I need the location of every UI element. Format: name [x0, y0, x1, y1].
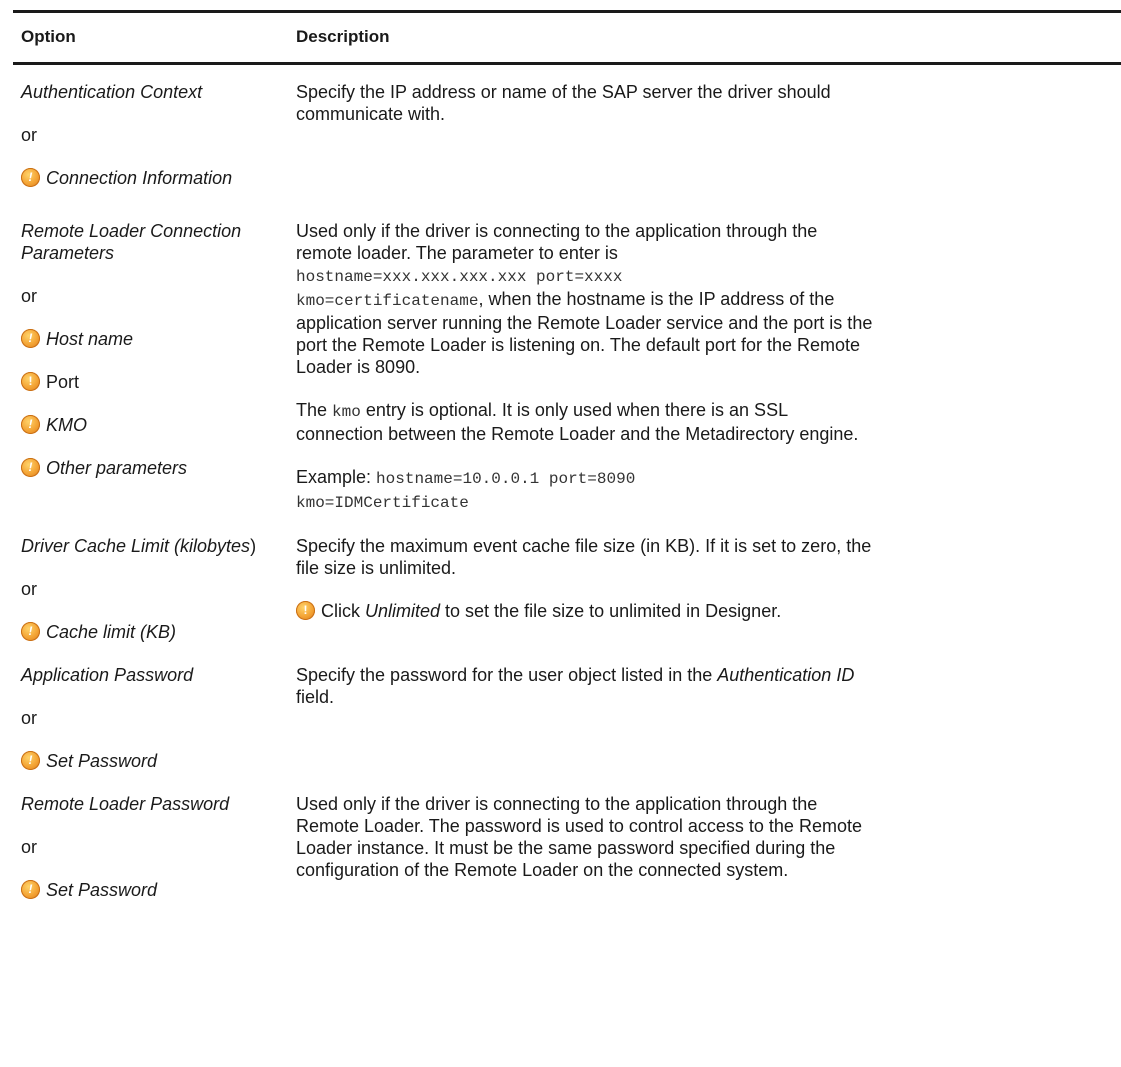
- designer-icon: [21, 458, 40, 477]
- text-line: configuration of the Remote Loader on the connected system.: [296, 860, 789, 880]
- or-label: or: [21, 286, 38, 306]
- option-name: Port: [46, 372, 80, 392]
- text-line: Click: [321, 601, 365, 621]
- option-name: Set Password: [46, 880, 158, 900]
- option-name: Cache limit (KB): [46, 622, 177, 642]
- code-text: kmo=certificatename: [296, 292, 479, 310]
- text-line: Loader is 8090.: [296, 357, 421, 377]
- option-name: Remote Loader Password: [21, 794, 230, 814]
- description-text: [296, 535, 1111, 579]
- option-name: Connection Information: [46, 168, 233, 188]
- text-line: field.: [296, 687, 335, 707]
- document-page: [0, 10, 1121, 901]
- table-row: [13, 64, 1121, 206]
- designer-option: [21, 328, 273, 350]
- designer-icon: [21, 329, 40, 348]
- option-name: [21, 535, 273, 557]
- text-line: Loader instance. It must be the same password specified during the: [296, 838, 836, 858]
- table-row: [13, 664, 1121, 793]
- or-label: or: [21, 125, 38, 145]
- designer-icon: [21, 168, 40, 187]
- designer-option: [21, 414, 273, 436]
- table-row: [13, 205, 1121, 535]
- option-name: Other parameters: [46, 458, 188, 478]
- description-cell: [281, 535, 1121, 664]
- text-line: Example:: [296, 467, 377, 487]
- designer-icon: [21, 751, 40, 770]
- or-label: or: [21, 708, 38, 728]
- description-text: [296, 466, 1111, 514]
- description-cell: [281, 205, 1121, 535]
- description-text: [296, 220, 1111, 378]
- description-text: [296, 793, 1111, 881]
- description-text: [296, 399, 1111, 445]
- description-text: [296, 600, 1111, 622]
- option-name: [21, 220, 273, 264]
- text-line: Unlimited: [365, 601, 441, 621]
- code-text: kmo: [332, 403, 361, 421]
- header-option: Option: [21, 27, 76, 46]
- option-cell: [13, 535, 281, 664]
- or-label: or: [21, 837, 38, 857]
- description-cell: [281, 664, 1121, 793]
- designer-icon: [296, 601, 315, 620]
- designer-option: [21, 457, 273, 479]
- designer-option: [21, 879, 273, 901]
- text-line: to set the file size to unlimited in Designer.: [440, 601, 782, 621]
- description-cell: [281, 64, 1121, 206]
- text-line: communicate with.: [296, 104, 446, 124]
- options-table: [13, 10, 1121, 901]
- designer-option: [21, 167, 273, 189]
- description-text: [296, 81, 1111, 125]
- code-text: kmo=IDMCertificate: [296, 494, 469, 512]
- code-text: hostname=xxx.xxx.xxx.xxx port=xxxx: [296, 268, 623, 286]
- text-line: Specify the IP address or name of the SAP server the driver should: [296, 82, 831, 102]
- text-line: ): [250, 536, 257, 556]
- or-label: or: [21, 579, 38, 599]
- table-header: [13, 12, 1121, 64]
- text-line: connection between the Remote Loader and the Metadirectory engine.: [296, 424, 859, 444]
- designer-option: [21, 371, 273, 393]
- code-text: hostname=10.0.0.1 port=8090: [376, 470, 636, 488]
- option-cell: [13, 205, 281, 535]
- option-name: KMO: [46, 415, 88, 435]
- designer-icon: [21, 415, 40, 434]
- text-line: Driver Cache Limit (kilobytes: [21, 536, 251, 556]
- text-line: Specify the maximum event cache file size (in KB). If it is set to zero, the: [296, 536, 872, 556]
- text-line: remote loader. The parameter to enter is: [296, 243, 618, 263]
- text-line: Authentication ID: [717, 665, 855, 685]
- text-line: Specify the password for the user object listed in the: [296, 665, 718, 685]
- text-line: Used only if the driver is connecting to the application through the: [296, 221, 818, 241]
- text-line: port the Remote Loader is listening on. The default port for the Remote: [296, 335, 860, 355]
- designer-icon: [21, 372, 40, 391]
- text-line: Used only if the driver is connecting to the application through the: [296, 794, 818, 814]
- text-line: Parameters: [21, 243, 115, 263]
- option-name: Application Password: [21, 665, 194, 685]
- designer-icon: [21, 622, 40, 641]
- header-description: Description: [296, 27, 390, 46]
- text-line: , when the hostname is the IP address of the: [478, 289, 835, 309]
- designer-option: [21, 750, 273, 772]
- designer-icon: [21, 880, 40, 899]
- option-name: Set Password: [46, 751, 158, 771]
- text-line: application server running the Remote Loader service and the port is the: [296, 313, 873, 333]
- text-line: Remote Loader Connection: [21, 221, 242, 241]
- option-cell: [13, 64, 281, 206]
- text-line: Remote Loader. The password is used to control access to the Remote: [296, 816, 862, 836]
- text-line: The: [296, 400, 333, 420]
- option-name: Authentication Context: [21, 82, 203, 102]
- option-cell: [13, 664, 281, 793]
- option-name: Host name: [46, 329, 134, 349]
- option-cell: [13, 793, 281, 901]
- table-row: [13, 793, 1121, 901]
- table-row: [13, 535, 1121, 664]
- designer-option: [21, 621, 273, 643]
- description-text: [296, 664, 1111, 708]
- text-line: entry is optional. It is only used when there is an SSL: [360, 400, 789, 420]
- text-line: file size is unlimited.: [296, 558, 457, 578]
- description-cell: [281, 793, 1121, 901]
